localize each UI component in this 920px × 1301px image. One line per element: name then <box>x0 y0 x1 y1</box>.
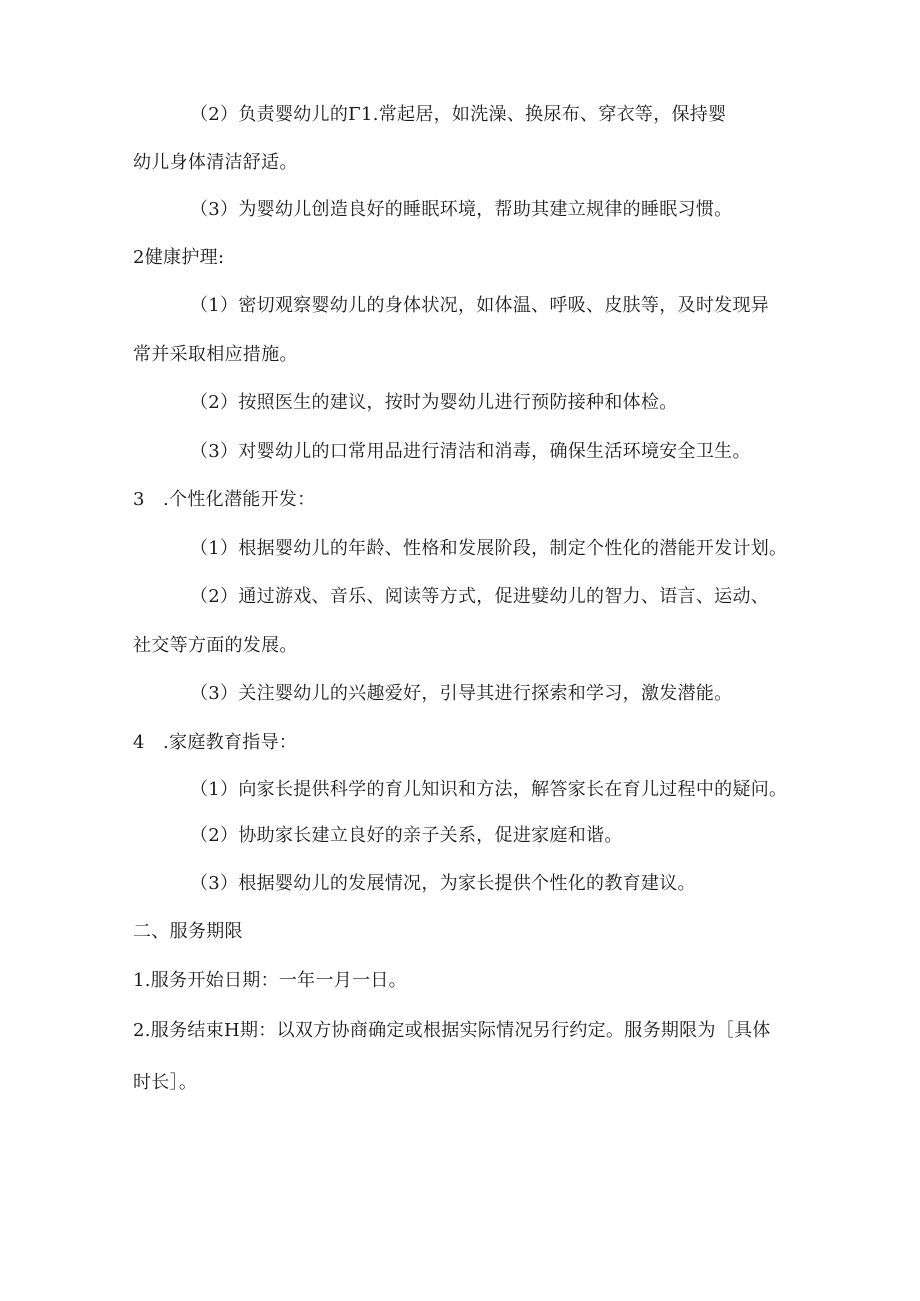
paragraph-line: 2.服务结束H期：以双方协商确定或根据实际情况另行约定。服务期限为［具体 <box>133 1020 771 1041</box>
section-heading: 4 .家庭教育指导： <box>133 732 298 753</box>
paragraph-line: （2）按照医生的建议，按时为婴幼儿进行预防接种和体检。 <box>190 392 678 413</box>
paragraph-line: （1）密切观察婴幼儿的身体状况，如体温、呼吸、皮肤等，及时发现异 <box>190 295 770 316</box>
paragraph-line: （3）为婴幼儿创造良好的睡眠环境，帮助其建立规律的睡眠习惯。 <box>190 199 733 220</box>
paragraph-line: （3）根据婴幼儿的发展情况，为家长提供个性化的教育建议。 <box>190 873 696 894</box>
paragraph-line: （2）负责婴幼儿的Γ1.常起居，如洗澡、换尿布、穿衣等，保持婴 <box>190 104 727 125</box>
paragraph-line: （2）通过游戏、音乐、阅读等方式，促进嬖幼儿的智力、语言、运动、 <box>190 586 770 607</box>
paragraph-line: （3）关注婴幼儿的兴趣爱好，引导其进行探索和学习，激发潜能。 <box>190 683 733 704</box>
paragraph-line: （1）根据婴幼儿的年龄、性格和发展阶段，制定个性化的潜能开发计划。 <box>190 538 788 559</box>
paragraph-line: 时长］。 <box>133 1072 198 1093</box>
paragraph-line: 1.服务开始日期：一年一月一日。 <box>133 970 407 991</box>
paragraph-line: 常并采取相应措施。 <box>133 344 298 365</box>
paragraph-line: （3）对婴幼儿的口常用品进行清洁和消毒，确保生活环境安全卫生。 <box>190 441 751 462</box>
section-heading: 2健康护理: <box>133 247 225 268</box>
section-heading: 二、服务期限 <box>133 921 243 942</box>
paragraph-line: （2）协助家长建立良好的亲子关系，促进家庭和谐。 <box>190 825 623 846</box>
paragraph-line: 社交等方面的发展。 <box>133 635 298 656</box>
paragraph-line: （1）向家长提供科学的育儿知识和方法，解答家长在育儿过程中的疑问。 <box>190 779 788 800</box>
paragraph-line: 幼儿身体清洁舒适。 <box>133 152 298 173</box>
section-heading: 3 .个性化潜能开发： <box>133 489 316 510</box>
